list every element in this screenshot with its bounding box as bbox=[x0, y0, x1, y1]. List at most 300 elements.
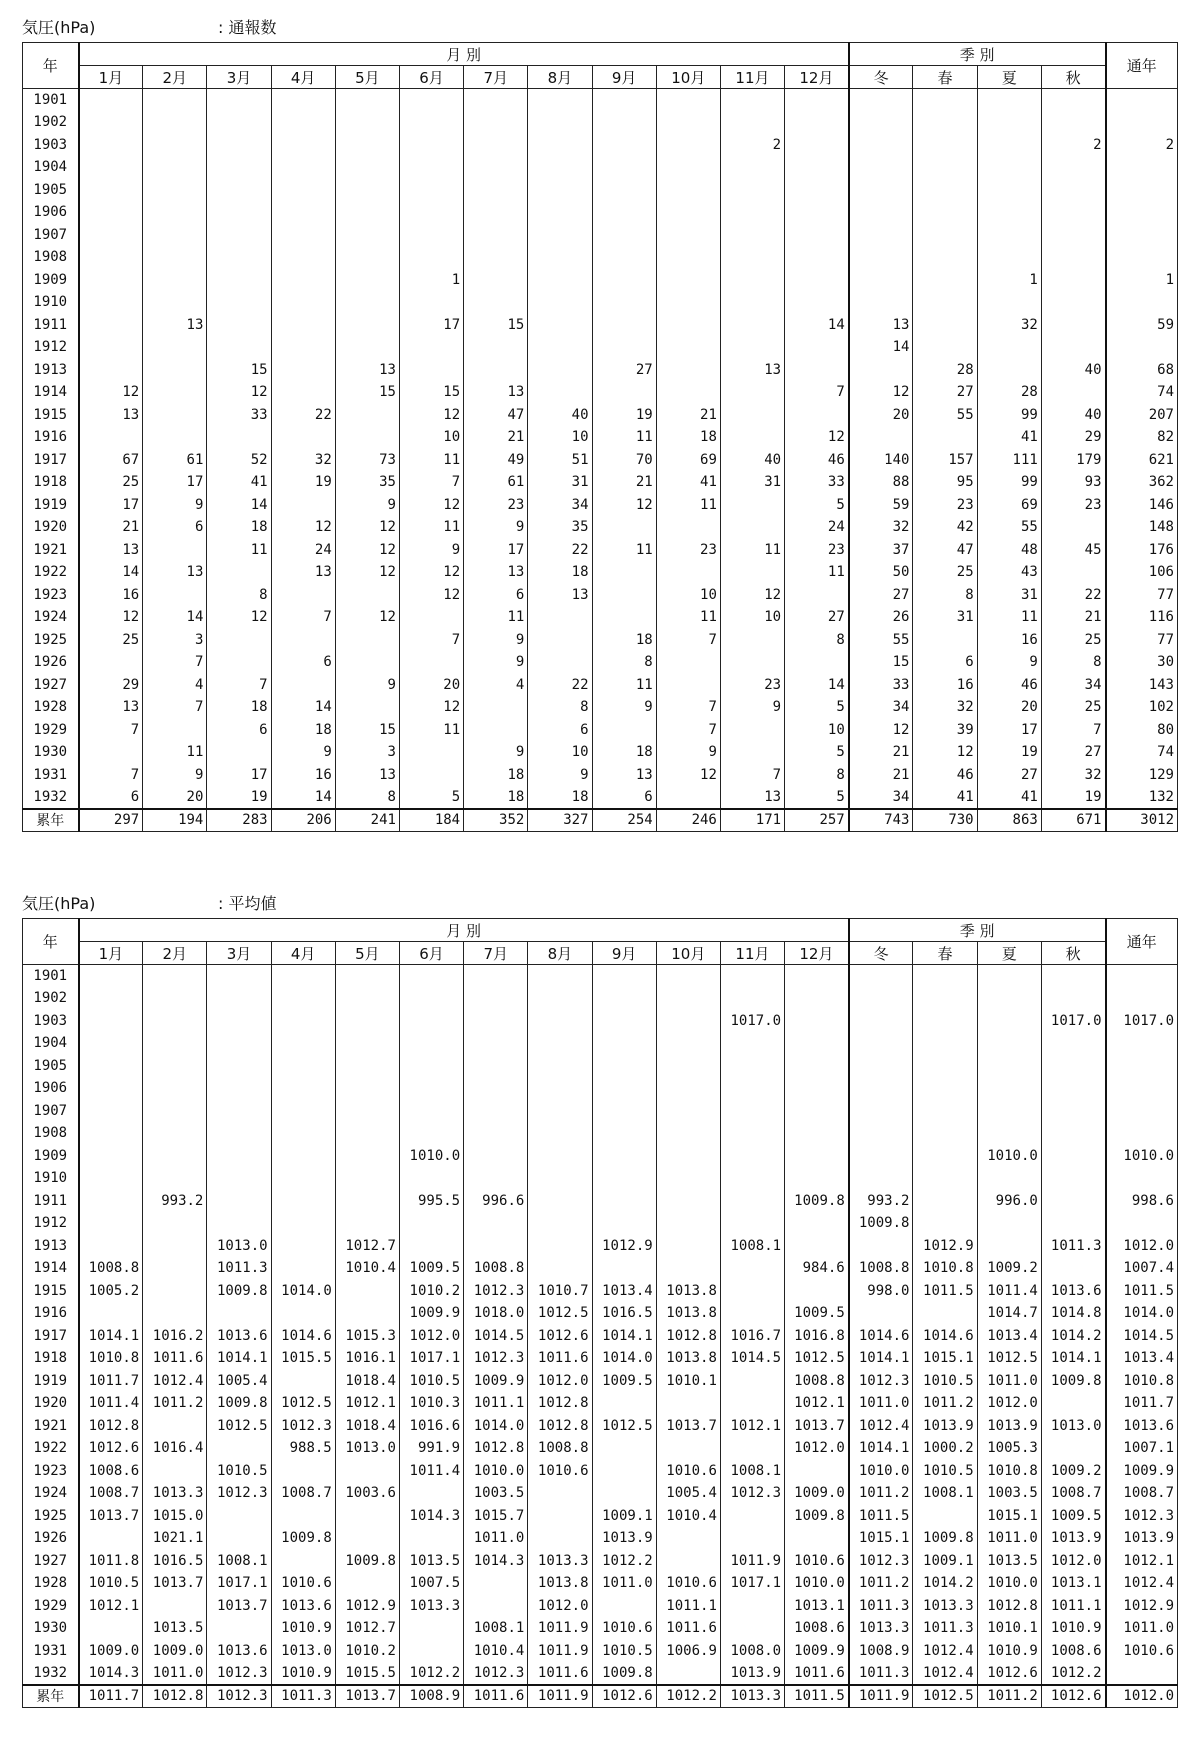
annual-header: 通年 bbox=[1106, 919, 1178, 965]
month-value: 9 bbox=[656, 741, 720, 764]
month-header: 9月 bbox=[592, 942, 656, 965]
month-value bbox=[399, 965, 463, 988]
table-row bbox=[23, 1460, 1178, 1483]
season-value bbox=[913, 1077, 977, 1100]
table-row bbox=[23, 314, 1178, 337]
table-row bbox=[23, 1347, 1178, 1370]
month-value: 1011.6 bbox=[528, 1662, 592, 1685]
season-value: 1005.3 bbox=[977, 1437, 1041, 1460]
month-value: 5 bbox=[785, 696, 849, 719]
season-value: 1012.0 bbox=[1041, 1550, 1105, 1573]
table-row bbox=[23, 1077, 1178, 1100]
month-value: 13 bbox=[143, 561, 207, 584]
count-title-subtitle: : 通報数 bbox=[218, 18, 277, 37]
year-cell: 1921 bbox=[23, 1415, 79, 1438]
season-value: 20 bbox=[849, 404, 913, 427]
month-value: 1011.6 bbox=[785, 1662, 849, 1685]
month-value bbox=[592, 1437, 656, 1460]
month-value bbox=[143, 89, 207, 112]
month-value bbox=[785, 965, 849, 988]
annual-value bbox=[1106, 1122, 1178, 1145]
annual-value bbox=[1106, 987, 1178, 1010]
month-value: 1014.1 bbox=[592, 1325, 656, 1348]
season-value: 23 bbox=[913, 494, 977, 517]
season-value: 1000.2 bbox=[913, 1437, 977, 1460]
year-header: 年 bbox=[23, 919, 79, 965]
annual-value bbox=[1106, 336, 1178, 359]
month-value bbox=[79, 1077, 143, 1100]
month-value bbox=[399, 1212, 463, 1235]
annual-value: 77 bbox=[1106, 629, 1178, 652]
month-value: 984.6 bbox=[785, 1257, 849, 1280]
annual-value: 1010.0 bbox=[1106, 1145, 1178, 1168]
month-value: 27 bbox=[592, 359, 656, 382]
month-value bbox=[271, 1032, 335, 1055]
season-value: 1010.9 bbox=[977, 1640, 1041, 1663]
month-value: 1008.8 bbox=[785, 1370, 849, 1393]
month-value: 1012.9 bbox=[335, 1595, 399, 1618]
season-value bbox=[849, 1122, 913, 1145]
month-value bbox=[207, 1145, 271, 1168]
month-value: 34 bbox=[528, 494, 592, 517]
table-row bbox=[23, 1482, 1178, 1505]
month-value bbox=[592, 1010, 656, 1033]
season-value bbox=[977, 1010, 1041, 1033]
month-value bbox=[335, 89, 399, 112]
season-value bbox=[849, 359, 913, 382]
season-value bbox=[849, 1077, 913, 1100]
month-value bbox=[271, 1235, 335, 1258]
month-value: 32 bbox=[271, 449, 335, 472]
season-value: 1011.5 bbox=[849, 1505, 913, 1528]
month-value: 7 bbox=[143, 696, 207, 719]
month-value bbox=[785, 134, 849, 157]
month-value bbox=[399, 359, 463, 382]
season-value: 69 bbox=[977, 494, 1041, 517]
month-value bbox=[335, 1572, 399, 1595]
month-value bbox=[528, 291, 592, 314]
year-cell: 1925 bbox=[23, 629, 79, 652]
month-value bbox=[592, 336, 656, 359]
season-value: 2 bbox=[1041, 134, 1105, 157]
season-value: 1012.9 bbox=[913, 1235, 977, 1258]
month-value bbox=[720, 1077, 784, 1100]
season-value: 863 bbox=[977, 809, 1041, 832]
month-value bbox=[720, 629, 784, 652]
season-value: 743 bbox=[849, 809, 913, 832]
month-value bbox=[464, 1032, 528, 1055]
month-value bbox=[207, 111, 271, 134]
month-value: 1018.4 bbox=[335, 1415, 399, 1438]
month-value bbox=[207, 1032, 271, 1055]
month-value bbox=[143, 179, 207, 202]
month-header: 6月 bbox=[399, 66, 463, 89]
year-cell: 1903 bbox=[23, 1010, 79, 1033]
month-value bbox=[592, 1482, 656, 1505]
year-cell: 1923 bbox=[23, 584, 79, 607]
season-value: 1011.1 bbox=[1041, 1595, 1105, 1618]
month-value: 69 bbox=[656, 449, 720, 472]
month-value: 241 bbox=[335, 809, 399, 832]
month-value: 1012.8 bbox=[464, 1437, 528, 1460]
annual-value bbox=[1106, 1055, 1178, 1078]
month-value bbox=[592, 1145, 656, 1168]
year-cell: 1904 bbox=[23, 156, 79, 179]
month-value bbox=[464, 1010, 528, 1033]
table-row bbox=[23, 1145, 1178, 1168]
month-value: 1010.9 bbox=[271, 1617, 335, 1640]
month-value: 1013.6 bbox=[207, 1325, 271, 1348]
year-cell: 1902 bbox=[23, 111, 79, 134]
month-value bbox=[399, 336, 463, 359]
month-value: 1008.8 bbox=[79, 1257, 143, 1280]
month-value bbox=[592, 291, 656, 314]
table-row bbox=[23, 1505, 1178, 1528]
month-value: 14 bbox=[271, 786, 335, 809]
season-value: 1009.2 bbox=[977, 1257, 1041, 1280]
season-value bbox=[913, 291, 977, 314]
year-cell: 1931 bbox=[23, 1640, 79, 1663]
month-value: 1012.8 bbox=[656, 1325, 720, 1348]
month-value: 12 bbox=[592, 494, 656, 517]
month-value bbox=[720, 1370, 784, 1393]
month-value bbox=[464, 89, 528, 112]
month-value: 18 bbox=[207, 516, 271, 539]
season-header: 夏 bbox=[977, 942, 1041, 965]
month-value bbox=[464, 359, 528, 382]
month-value: 7 bbox=[656, 719, 720, 742]
month-value: 7 bbox=[143, 651, 207, 674]
month-value: 25 bbox=[79, 629, 143, 652]
month-value bbox=[335, 1032, 399, 1055]
month-value: 18 bbox=[271, 719, 335, 742]
month-value bbox=[785, 1167, 849, 1190]
month-value: 18 bbox=[207, 696, 271, 719]
season-value bbox=[1041, 516, 1105, 539]
month-value: 1013.0 bbox=[271, 1640, 335, 1663]
season-value bbox=[977, 291, 1041, 314]
season-value: 16 bbox=[913, 674, 977, 697]
month-value bbox=[720, 1392, 784, 1415]
table-row bbox=[23, 1370, 1178, 1393]
month-header: 4月 bbox=[271, 66, 335, 89]
month-value bbox=[79, 1617, 143, 1640]
season-value bbox=[977, 336, 1041, 359]
month-value: 41 bbox=[656, 471, 720, 494]
season-value: 1015.1 bbox=[977, 1505, 1041, 1528]
season-value bbox=[913, 629, 977, 652]
table-row bbox=[23, 1302, 1178, 1325]
season-value bbox=[849, 224, 913, 247]
month-value bbox=[464, 987, 528, 1010]
month-value bbox=[335, 134, 399, 157]
month-value bbox=[207, 1100, 271, 1123]
month-value: 206 bbox=[271, 809, 335, 832]
season-value: 1008.1 bbox=[913, 1482, 977, 1505]
season-value: 95 bbox=[913, 471, 977, 494]
month-value bbox=[464, 134, 528, 157]
season-value bbox=[977, 156, 1041, 179]
season-value: 93 bbox=[1041, 471, 1105, 494]
month-value bbox=[335, 1280, 399, 1303]
season-value: 16 bbox=[977, 629, 1041, 652]
month-value: 352 bbox=[464, 809, 528, 832]
season-header: 春 bbox=[913, 942, 977, 965]
mean-title bbox=[22, 890, 1178, 918]
month-value: 1014.3 bbox=[399, 1505, 463, 1528]
month-value: 1016.5 bbox=[143, 1550, 207, 1573]
month-value bbox=[207, 1505, 271, 1528]
month-value: 14 bbox=[207, 494, 271, 517]
table-row bbox=[23, 381, 1178, 404]
month-value: 1011.9 bbox=[528, 1685, 592, 1708]
month-value bbox=[464, 179, 528, 202]
season-value: 99 bbox=[977, 404, 1041, 427]
month-value: 1011.1 bbox=[656, 1595, 720, 1618]
month-value bbox=[528, 1505, 592, 1528]
season-value bbox=[849, 1167, 913, 1190]
season-value: 1012.3 bbox=[849, 1370, 913, 1393]
month-value bbox=[79, 1122, 143, 1145]
season-value bbox=[1041, 1100, 1105, 1123]
month-value: 13 bbox=[720, 359, 784, 382]
month-value: 11 bbox=[592, 426, 656, 449]
month-group-header: 月 別 bbox=[79, 919, 849, 942]
month-value bbox=[335, 201, 399, 224]
month-value: 14 bbox=[271, 696, 335, 719]
month-value: 1008.6 bbox=[785, 1617, 849, 1640]
month-value: 7 bbox=[399, 629, 463, 652]
month-value bbox=[143, 1212, 207, 1235]
month-value: 22 bbox=[271, 404, 335, 427]
month-value: 1010.2 bbox=[335, 1640, 399, 1663]
month-value bbox=[271, 1145, 335, 1168]
season-value: 993.2 bbox=[849, 1190, 913, 1213]
month-value: 9 bbox=[271, 741, 335, 764]
annual-value: 59 bbox=[1106, 314, 1178, 337]
month-value bbox=[207, 651, 271, 674]
annual-value bbox=[1106, 89, 1178, 112]
month-value bbox=[656, 1437, 720, 1460]
season-value: 1014.1 bbox=[849, 1347, 913, 1370]
year-cell: 1906 bbox=[23, 1077, 79, 1100]
year-cell: 1909 bbox=[23, 1145, 79, 1168]
season-value: 730 bbox=[913, 809, 977, 832]
month-value: 9 bbox=[464, 516, 528, 539]
month-value: 7 bbox=[207, 674, 271, 697]
month-value bbox=[335, 246, 399, 269]
season-value: 157 bbox=[913, 449, 977, 472]
month-value: 10 bbox=[528, 741, 592, 764]
month-value bbox=[720, 201, 784, 224]
month-value bbox=[335, 696, 399, 719]
month-value: 13 bbox=[464, 561, 528, 584]
annual-value: 2 bbox=[1106, 134, 1178, 157]
season-value bbox=[849, 965, 913, 988]
year-cell: 1932 bbox=[23, 786, 79, 809]
month-value bbox=[271, 246, 335, 269]
season-value bbox=[1041, 987, 1105, 1010]
month-value: 13 bbox=[335, 359, 399, 382]
year-cell: 1904 bbox=[23, 1032, 79, 1055]
month-value: 5 bbox=[399, 786, 463, 809]
month-value bbox=[720, 111, 784, 134]
month-value: 13 bbox=[79, 404, 143, 427]
month-value bbox=[79, 291, 143, 314]
season-value: 55 bbox=[913, 404, 977, 427]
month-value bbox=[399, 1122, 463, 1145]
month-value bbox=[656, 134, 720, 157]
month-value: 1010.5 bbox=[79, 1572, 143, 1595]
month-value bbox=[785, 1122, 849, 1145]
month-value bbox=[143, 1415, 207, 1438]
month-value: 1013.8 bbox=[656, 1347, 720, 1370]
season-value bbox=[1041, 336, 1105, 359]
month-value: 1010.3 bbox=[399, 1392, 463, 1415]
month-value: 9 bbox=[464, 629, 528, 652]
season-value bbox=[977, 359, 1041, 382]
table-row bbox=[23, 1032, 1178, 1055]
month-value bbox=[335, 1167, 399, 1190]
month-value bbox=[271, 1302, 335, 1325]
month-value: 1012.2 bbox=[399, 1662, 463, 1685]
month-value bbox=[399, 201, 463, 224]
month-value: 9 bbox=[335, 674, 399, 697]
month-value: 1013.5 bbox=[143, 1617, 207, 1640]
season-value bbox=[1041, 1145, 1105, 1168]
table-row bbox=[23, 606, 1178, 629]
month-value: 283 bbox=[207, 809, 271, 832]
month-header: 5月 bbox=[335, 942, 399, 965]
month-value bbox=[399, 224, 463, 247]
month-value bbox=[785, 336, 849, 359]
month-value bbox=[656, 965, 720, 988]
month-value bbox=[592, 179, 656, 202]
season-value: 41 bbox=[977, 786, 1041, 809]
season-header: 秋 bbox=[1041, 66, 1105, 89]
month-value: 1013.7 bbox=[143, 1572, 207, 1595]
month-value bbox=[399, 1617, 463, 1640]
table-row bbox=[23, 674, 1178, 697]
month-value bbox=[335, 291, 399, 314]
month-value bbox=[271, 336, 335, 359]
table-row bbox=[23, 1617, 1178, 1640]
year-cell: 1929 bbox=[23, 1595, 79, 1618]
annual-value: 1 bbox=[1106, 269, 1178, 292]
month-value bbox=[720, 336, 784, 359]
month-value bbox=[271, 1055, 335, 1078]
season-value bbox=[849, 111, 913, 134]
season-value: 1014.1 bbox=[849, 1437, 913, 1460]
month-value bbox=[399, 156, 463, 179]
month-value bbox=[592, 965, 656, 988]
month-value bbox=[335, 584, 399, 607]
month-value: 991.9 bbox=[399, 1437, 463, 1460]
month-value bbox=[399, 987, 463, 1010]
annual-value: 207 bbox=[1106, 404, 1178, 427]
annual-value bbox=[1106, 156, 1178, 179]
month-value: 7 bbox=[79, 764, 143, 787]
month-value bbox=[656, 1167, 720, 1190]
annual-value: 1010.6 bbox=[1106, 1640, 1178, 1663]
month-value bbox=[271, 291, 335, 314]
month-value bbox=[592, 1257, 656, 1280]
month-value bbox=[143, 1055, 207, 1078]
year-cell: 1918 bbox=[23, 471, 79, 494]
month-value: 1013.3 bbox=[399, 1595, 463, 1618]
table-row bbox=[23, 965, 1178, 988]
month-value: 1011.7 bbox=[79, 1370, 143, 1393]
table-row bbox=[23, 1550, 1178, 1573]
annual-value: 1009.9 bbox=[1106, 1460, 1178, 1483]
month-value bbox=[464, 246, 528, 269]
month-value: 17 bbox=[464, 539, 528, 562]
month-value bbox=[592, 561, 656, 584]
month-value: 24 bbox=[271, 539, 335, 562]
month-value bbox=[335, 1100, 399, 1123]
month-value: 8 bbox=[592, 651, 656, 674]
month-value bbox=[399, 1640, 463, 1663]
season-value: 1011.9 bbox=[849, 1685, 913, 1708]
month-value: 23 bbox=[785, 539, 849, 562]
month-value: 15 bbox=[399, 381, 463, 404]
table-row bbox=[23, 1437, 1178, 1460]
year-cell: 1913 bbox=[23, 1235, 79, 1258]
month-value: 1009.8 bbox=[785, 1190, 849, 1213]
month-value: 996.6 bbox=[464, 1190, 528, 1213]
month-value bbox=[464, 1077, 528, 1100]
month-value bbox=[464, 1167, 528, 1190]
month-value bbox=[785, 584, 849, 607]
month-value bbox=[464, 696, 528, 719]
month-value: 61 bbox=[143, 449, 207, 472]
season-value bbox=[913, 314, 977, 337]
month-value bbox=[399, 1055, 463, 1078]
season-value: 1013.9 bbox=[1041, 1527, 1105, 1550]
month-value: 31 bbox=[528, 471, 592, 494]
month-value bbox=[464, 336, 528, 359]
season-value bbox=[913, 269, 977, 292]
month-value bbox=[143, 1595, 207, 1618]
year-cell: 1914 bbox=[23, 381, 79, 404]
month-header: 6月 bbox=[399, 942, 463, 965]
year-cell: 1922 bbox=[23, 561, 79, 584]
month-value: 1008.8 bbox=[464, 1257, 528, 1280]
month-value bbox=[720, 1505, 784, 1528]
year-cell: 1915 bbox=[23, 1280, 79, 1303]
month-value bbox=[271, 359, 335, 382]
month-value bbox=[528, 359, 592, 382]
annual-value: 102 bbox=[1106, 696, 1178, 719]
month-value: 1013.8 bbox=[528, 1572, 592, 1595]
year-cell: 1905 bbox=[23, 179, 79, 202]
month-value: 1013.8 bbox=[656, 1280, 720, 1303]
month-value bbox=[207, 1122, 271, 1145]
annual-value: 1013.9 bbox=[1106, 1527, 1178, 1550]
month-value: 11 bbox=[656, 606, 720, 629]
month-value: 1009.5 bbox=[785, 1302, 849, 1325]
month-value bbox=[464, 156, 528, 179]
annual-value: 148 bbox=[1106, 516, 1178, 539]
month-value bbox=[785, 269, 849, 292]
season-value bbox=[913, 1100, 977, 1123]
season-value bbox=[913, 179, 977, 202]
season-value bbox=[849, 1010, 913, 1033]
year-cell: 1916 bbox=[23, 1302, 79, 1325]
month-value: 12 bbox=[335, 561, 399, 584]
month-value: 8 bbox=[207, 584, 271, 607]
month-value bbox=[271, 1100, 335, 1123]
